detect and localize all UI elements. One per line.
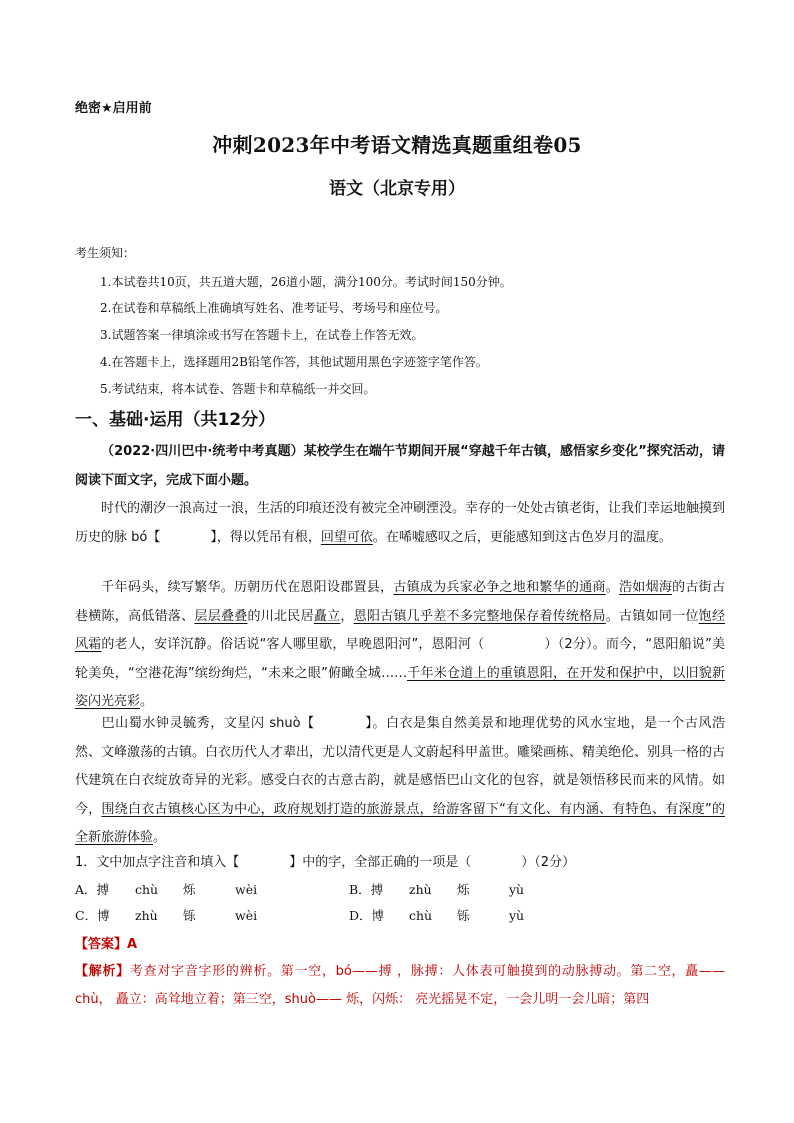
option-pinyin: yù bbox=[509, 882, 525, 897]
underlined-phrase: 矗立 bbox=[313, 608, 341, 624]
analysis-text: 考查对字音字形的辨析。第一空，bó——搏 ，脉搏：人体表可触摸到的动脉搏动。第二空，矗—— chù， 矗立：高耸地立着；第三空，shuò—— 烁，闪烁： 亮光摇晃不定，一会儿明一会儿暗；第四 bbox=[75, 964, 725, 1007]
notice-item: 1.本试卷共10页，共五道大题，26道小题，满分100分。考试时间150分钟。 bbox=[100, 275, 512, 289]
underlined-phrase: 浩如烟海 bbox=[619, 580, 673, 595]
option-d bbox=[349, 906, 549, 924]
option-c bbox=[75, 906, 275, 924]
page-title: 冲刺2023年中考语文精选真题重组卷05 bbox=[212, 133, 582, 157]
intro-text: 某校学生在端午节期间开展“穿越千年古镇，感悟家乡变化”探究活动，请阅读下面文字，完成下面小题。 bbox=[75, 444, 726, 488]
passage-text: 。 bbox=[153, 830, 167, 845]
passage-text: 的老人，安详沉静。俗话说“客人哪里歇，早晚恩阳河”，恩阳河（ bbox=[101, 637, 485, 652]
analysis-block bbox=[75, 958, 725, 1014]
option-label: A．搏 bbox=[75, 882, 110, 897]
question-text: ）（2分） bbox=[521, 855, 576, 870]
option-char: 铄 bbox=[457, 908, 470, 923]
passage-text: 时代的潮汐一浪高过一浪，生活的印痕还没有被完全冲刷湮没。幸存的一处处古镇老街，让我们幸运地触摸到历史的脉 bó【 bbox=[75, 501, 726, 545]
option-label: D．博 bbox=[349, 908, 385, 923]
underlined-phrase: 层层叠叠 bbox=[194, 608, 248, 624]
passage-text: ， bbox=[340, 608, 354, 624]
option-a bbox=[75, 880, 275, 898]
notice-item: 4.在答题卡上，选择题用2B铅笔作答，其他试题用黑色字迹签字笔作答。 bbox=[100, 355, 488, 369]
passage-text: 】。白衣是集自然美景和地理优势的风水宝地，是一个古风浩然、文峰激荡的古镇。白衣历代人才辈出，尤以清代更是人文蔚起科甲盖世。雕梁画栋、精美绝伦、别具一格的古代建筑在白衣绽放奇异的光彩。感受白衣的古意古韵，就是感悟巴山文化的包容，就是领悟移民而来的风情。如今， bbox=[75, 716, 726, 817]
notice-item: 3.试题答案一律填涂或书写在答题卡上，在试卷上作答无效。 bbox=[100, 328, 424, 342]
passage-text: 的古街古巷横陈，高低错落、 bbox=[75, 580, 725, 624]
passage-text: 。 bbox=[140, 694, 154, 709]
option-pinyin: wèi bbox=[235, 908, 258, 923]
option-pinyin: zhù bbox=[409, 882, 432, 897]
option-pinyin: yù bbox=[509, 908, 525, 923]
option-char: 烁 bbox=[457, 882, 470, 897]
underlined-phrase: 饱经风霜 bbox=[75, 608, 725, 652]
passage-paragraph-3 bbox=[75, 710, 725, 853]
passage-text: 。在唏嘘感叹之后，更能感知到这古色岁月的温度。 bbox=[372, 529, 672, 545]
underlined-phrase: 千年米仓道上的重镇恩阳，在开发和保护中，以旧貌新姿闪光亮彩 bbox=[75, 665, 725, 709]
passage-text: ）（2分）。而今，“恩阳船说”美轮美奂，“空港花海”缤纷绚烂，“未来之眼”俯瞰全城…… bbox=[75, 637, 725, 681]
passage-text: 。 bbox=[605, 580, 620, 595]
question-text: 1．文中加点字注音和填入【 bbox=[75, 855, 240, 870]
option-pinyin: wèi bbox=[235, 882, 258, 897]
passage-text: 。古镇如同一位 bbox=[605, 608, 699, 624]
underlined-phrase: 回望可依 bbox=[320, 529, 373, 545]
notice-heading: 考生须知： bbox=[75, 246, 136, 260]
answer-value: A bbox=[127, 937, 138, 952]
answer-label: 【答案】 bbox=[75, 937, 128, 952]
notice-item: 2.在试卷和草稿纸上准确填写姓名、准考证号、考场号和座位号。 bbox=[100, 301, 448, 315]
passage-text: 的川北民居 bbox=[247, 608, 314, 624]
section-heading: 一、基础·运用（共12分） bbox=[75, 410, 276, 430]
option-pinyin: chù bbox=[409, 908, 433, 923]
option-label: C．博 bbox=[75, 908, 110, 923]
question-text: 】中的字，全部正确的一项是（ bbox=[289, 855, 472, 870]
passage-text: 巴山蜀水钟灵毓秀，文星闪 shuò【 bbox=[101, 716, 315, 731]
option-b bbox=[349, 880, 549, 898]
passage-text: 】，得以凭吊有根， bbox=[210, 529, 321, 545]
passage-paragraph-1 bbox=[75, 495, 725, 552]
option-label: B．搏 bbox=[349, 882, 384, 897]
passage-paragraph-2 bbox=[75, 574, 725, 717]
answer-line bbox=[75, 933, 137, 952]
passage-text: 千年码头，续写繁华。历朝历代在恩阳设郡置县， bbox=[101, 580, 394, 595]
notice-item: 5.考试结束，将本试卷、答题卡和草稿纸一并交回。 bbox=[100, 382, 376, 396]
analysis-label: 【解析】 bbox=[75, 964, 130, 979]
option-char: 烁 bbox=[183, 882, 196, 897]
page-subtitle: 语文（北京专用） bbox=[329, 179, 465, 199]
secret-label: 绝密★启用前 bbox=[75, 101, 152, 116]
option-pinyin: chù bbox=[135, 882, 159, 897]
underlined-phrase: 古镇成为兵家必争之地和繁华的通商 bbox=[393, 580, 606, 595]
question-stem bbox=[75, 851, 575, 870]
underlined-phrase: 恩阳古镇几乎差不多完整地保存着传统格局 bbox=[353, 608, 606, 624]
option-pinyin: zhù bbox=[135, 908, 158, 923]
underlined-phrase: 围绕白衣古镇核心区为中心，政府规划打造的旅游景点，给游客留下“有文化、有内涵、有特色、有深度”的全新旅游体验 bbox=[75, 801, 725, 845]
section-intro bbox=[75, 438, 725, 495]
intro-source: （2022·四川巴中·统考中考真题） bbox=[101, 444, 304, 459]
option-char: 铄 bbox=[183, 908, 196, 923]
